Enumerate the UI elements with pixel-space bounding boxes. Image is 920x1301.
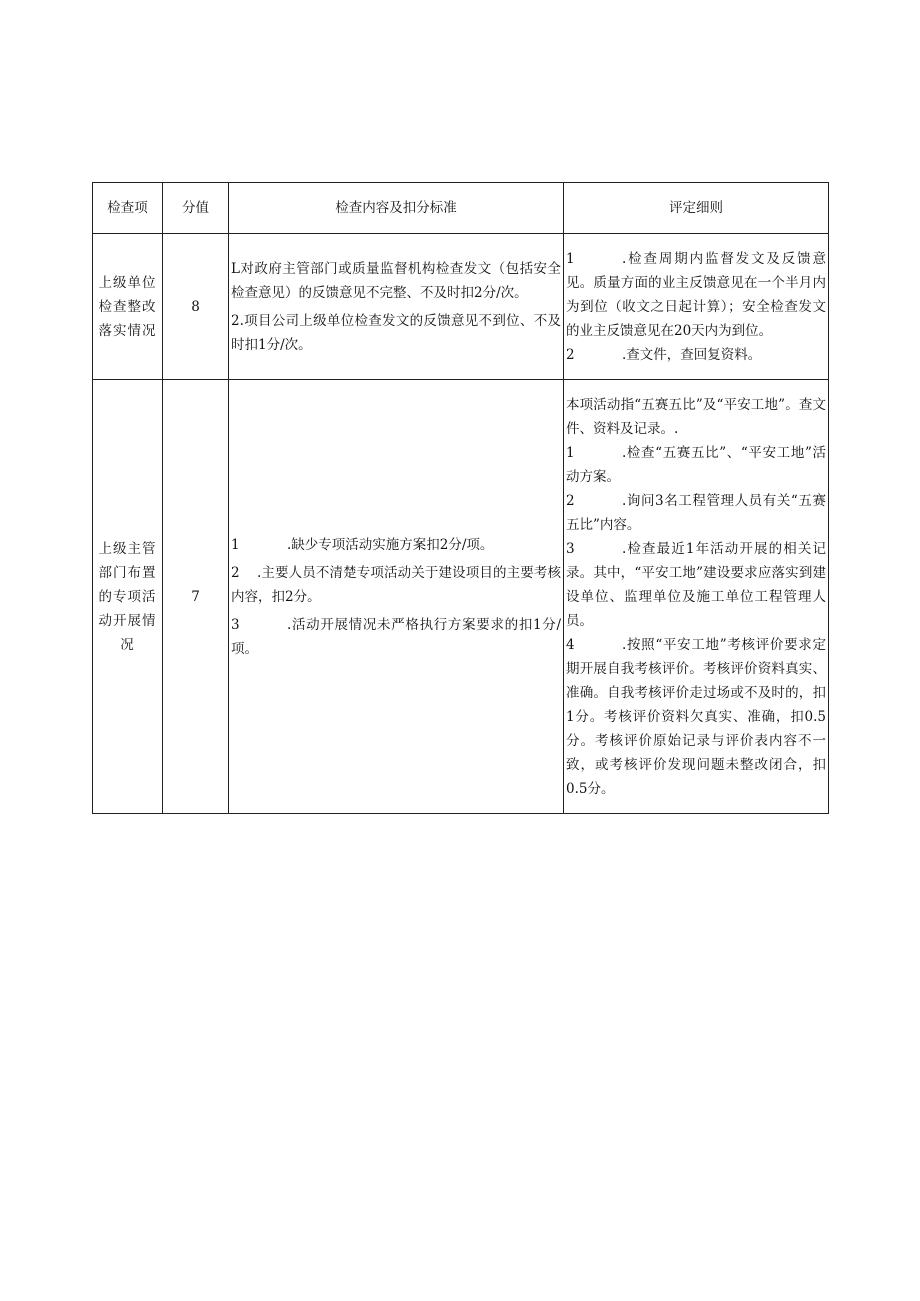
content-text: .活动开展情况未严格执行方案要求的扣1分/项。 <box>231 616 561 657</box>
detail-text: .查文件，查回复资料。 <box>622 346 762 363</box>
header-score: 分值 <box>163 183 229 234</box>
detail-item <box>566 537 826 633</box>
inspection-item: 上级单位检查整改落实情况 <box>93 234 163 380</box>
score-value: 7 <box>163 380 229 814</box>
content-text: .缺少专项活动实施方案扣2分/项。 <box>287 536 494 553</box>
content-text: 2.项目公司上级单位检查发文的反馈意见不到位、不及时扣1分/次。 <box>231 312 561 353</box>
detail-number: 1 <box>566 444 575 461</box>
content-text: .主要人员不清楚专项活动关于建设项目的主要考核内容，扣2分。 <box>231 564 561 605</box>
detail-item <box>566 489 826 537</box>
inspection-table <box>92 182 829 814</box>
score-value: 8 <box>163 234 229 380</box>
content-item <box>231 613 561 661</box>
detail-number: 3 <box>566 540 575 557</box>
content-number: 2 <box>231 564 240 581</box>
detail-text: .检查周期内监督发文及反馈意见。质量方面的业主反馈意见在一个半月内为到位（收文之日起计算）；安全检查发文的业主反馈意见在20天内为到位。 <box>566 250 826 339</box>
content-item <box>231 561 561 609</box>
content-number: 1 <box>231 536 240 553</box>
detail-cell <box>564 380 829 814</box>
header-row <box>93 183 829 234</box>
header-evaluation-rules: 评定细则 <box>564 183 829 234</box>
detail-item <box>566 633 826 801</box>
detail-number: 2 <box>566 346 575 363</box>
detail-text: .检查“五赛五比”、“平安工地”活动方案。 <box>566 444 826 485</box>
detail-text: .检查最近1年活动开展的相关记录。其中，“平安工地”建设要求应落实到建设单位、监理单位及施工单位工程管理人员。 <box>566 540 826 629</box>
content-cell <box>229 234 564 380</box>
table-row <box>93 380 829 814</box>
content-item <box>231 533 561 557</box>
detail-item <box>566 247 826 343</box>
content-cell <box>229 380 564 814</box>
header-inspection-item: 检查项 <box>93 183 163 234</box>
detail-number: 1 <box>566 250 575 267</box>
detail-number: 2 <box>566 492 575 509</box>
content-text: L对政府主管部门或质量监督机构检查发文（包括安全检查意见）的反馈意见不完整、不及时扣2分/次。 <box>231 260 561 301</box>
table-row <box>93 234 829 380</box>
inspection-item: 上级主管部门布置的专项活动开展情况 <box>93 380 163 814</box>
content-number: 3 <box>231 616 240 633</box>
detail-number: 4 <box>566 636 575 653</box>
detail-cell <box>564 234 829 380</box>
detail-item <box>566 441 826 489</box>
detail-intro: 本项活动指“五赛五比”及“平安工地”。查文件、资料及记录。. <box>566 396 826 437</box>
detail-item <box>566 343 826 367</box>
detail-text: .询问3名工程管理人员有关“五赛五比”内容。 <box>566 492 826 533</box>
header-content-standard: 检查内容及扣分标准 <box>229 183 564 234</box>
detail-text: .按照“平安工地”考核评价要求定期开展自我考核评价。考核评价资料真实、准确。自我考核评价走过场或不及时的，扣1分。考核评价资料欠真实、准确，扣0.5分。考核评价原始记录与评价表内容不一致，或考核评价发现问题未整改闭合，扣0.5分。 <box>566 636 826 797</box>
